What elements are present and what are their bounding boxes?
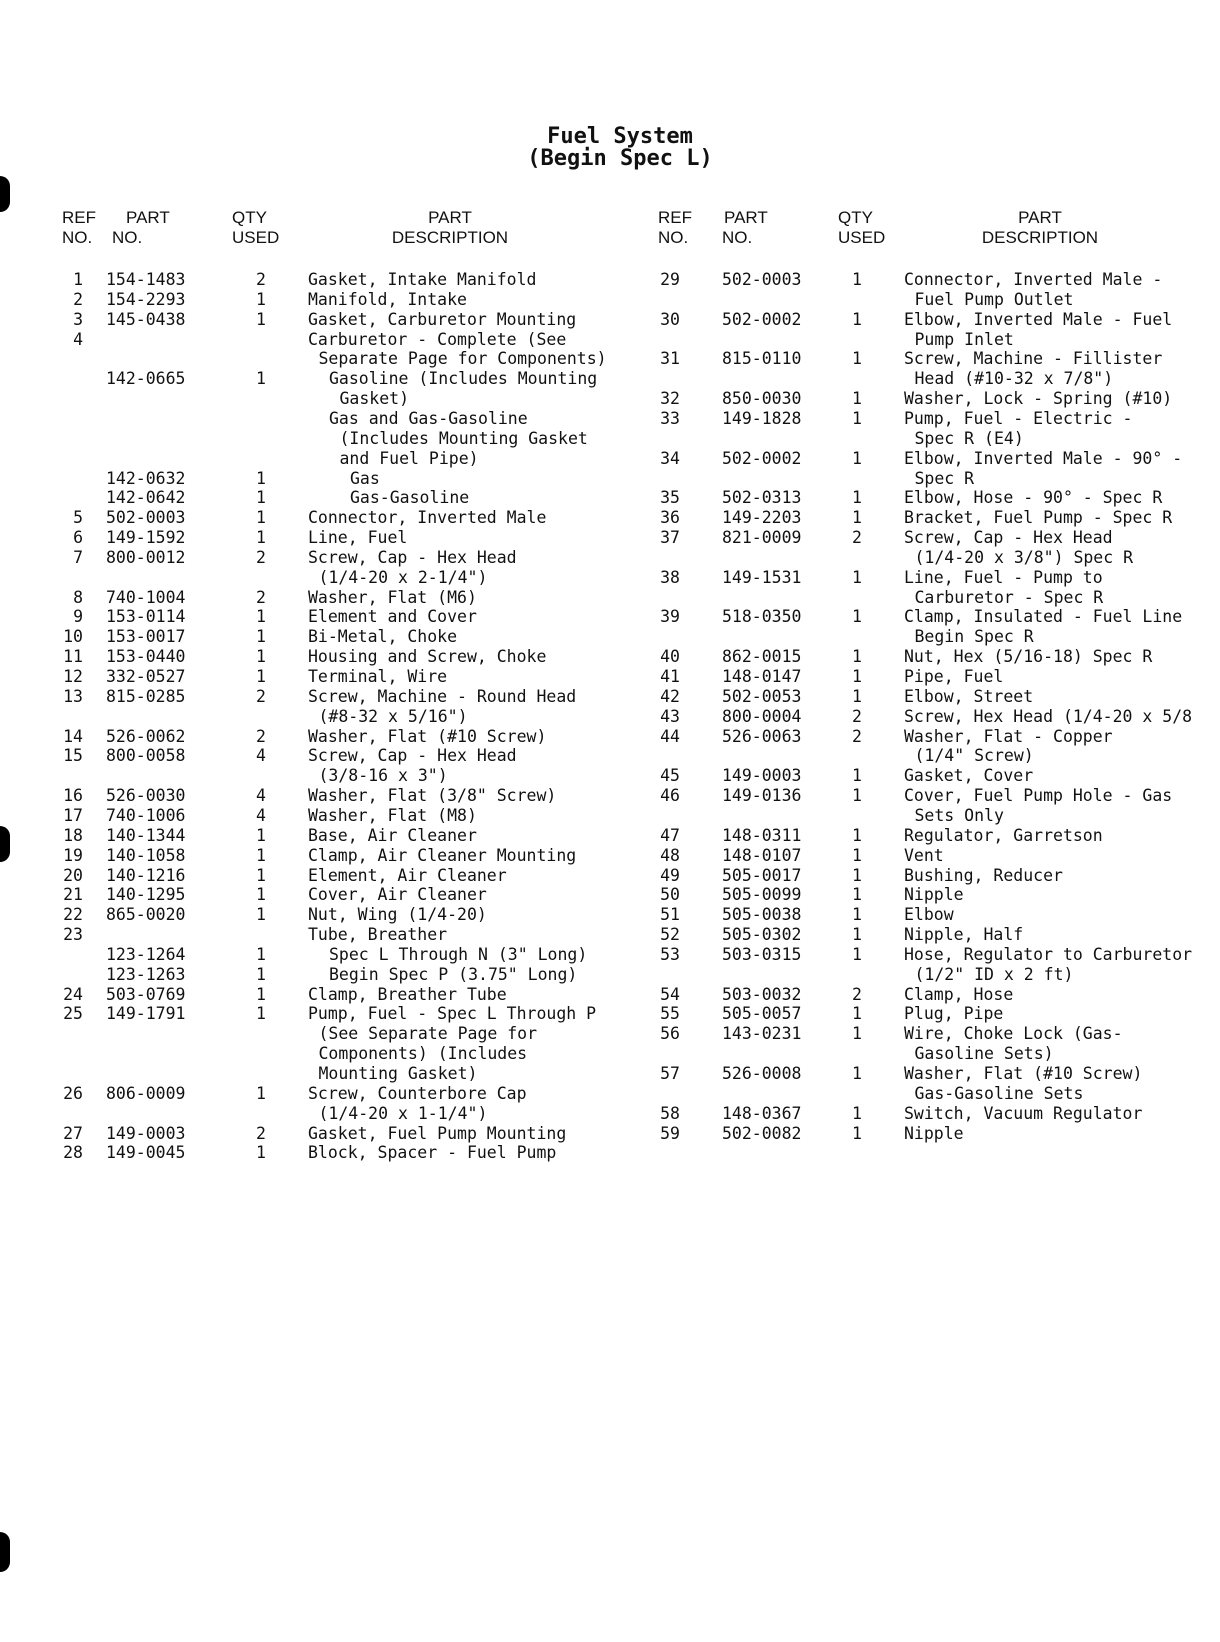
qty-cell: 2 — [852, 726, 862, 746]
qty-cell: 4 — [256, 805, 266, 825]
ref-cell: 28 — [63, 1143, 83, 1163]
ref-cell: 58 — [660, 1103, 680, 1123]
qty-cell: 1 — [852, 786, 862, 806]
part-number-cell: 505-0057 — [722, 1004, 802, 1024]
ref-cell: 53 — [660, 944, 680, 964]
description-cell: Manifold, Intake — [308, 289, 467, 309]
description-cell: Pump, Fuel - Spec L Through P — [308, 1004, 597, 1024]
title-line-2: (Begin Spec L) — [527, 146, 713, 171]
description-cell: Cover, Air Cleaner — [308, 885, 487, 905]
part-number-cell: 140-1295 — [106, 885, 186, 905]
description-cell: Vent — [904, 845, 944, 865]
ref-cell: 4 — [73, 329, 83, 349]
ref-cell: 25 — [63, 1004, 83, 1024]
description-cell: Nipple, Half — [904, 925, 1024, 945]
description-cell: Gas-Gasoline Sets — [914, 1083, 1084, 1103]
part-number-cell: 149-0003 — [106, 1123, 186, 1143]
part-number-cell: 142-0642 — [106, 488, 186, 508]
part-number-cell: 740-1006 — [106, 805, 186, 825]
part-number-cell: 142-0632 — [106, 468, 186, 488]
ref-cell: 24 — [63, 984, 83, 1004]
header-part-left: PART NO. — [112, 208, 170, 247]
description-cell: Sets Only — [914, 805, 1004, 825]
description-cell: Elbow, Inverted Male - Fuel — [904, 309, 1173, 329]
qty-cell: 1 — [256, 647, 266, 667]
description-cell: Gasoline Sets) — [914, 1044, 1054, 1064]
part-number-cell: 505-0017 — [722, 865, 802, 885]
description-cell: Screw, Hex Head (1/4-20 x 5/8 — [904, 706, 1193, 726]
part-number-cell: 154-1483 — [106, 270, 186, 289]
ref-cell: 20 — [63, 865, 83, 885]
description-cell: Nipple — [904, 885, 964, 905]
ref-cell: 50 — [660, 885, 680, 905]
qty-cell: 1 — [256, 1083, 266, 1103]
description-cell: Regulator, Garretson — [904, 825, 1103, 845]
part-number-cell: 806-0009 — [106, 1083, 186, 1103]
qty-cell: 1 — [256, 607, 266, 627]
part-number-cell: 502-0053 — [722, 686, 802, 706]
part-number-cell: 149-1592 — [106, 528, 186, 548]
description-cell: Line, Fuel — [308, 528, 408, 548]
qty-cell: 1 — [256, 944, 266, 964]
part-number-cell: 502-0002 — [722, 448, 802, 468]
header-ref-right: REF NO. — [658, 208, 692, 247]
qty-cell: 1 — [852, 865, 862, 885]
ref-cell: 35 — [660, 488, 680, 508]
description-cell: Screw, Cap - Hex Head — [308, 547, 517, 567]
part-number-cell: 143-0231 — [722, 1024, 802, 1044]
header-qty-left: QTY USED — [232, 208, 280, 247]
qty-cell: 1 — [852, 1103, 862, 1123]
margin-mark-top — [0, 176, 10, 212]
ref-cell: 23 — [63, 925, 83, 945]
description-cell: Connector, Inverted Male - — [904, 270, 1163, 289]
qty-cell: 1 — [852, 825, 862, 845]
part-number-cell: 865-0020 — [106, 905, 186, 925]
qty-cell: 1 — [852, 270, 862, 289]
description-cell: Begin Spec P (3.75" Long) — [329, 964, 578, 984]
description-cell: (1/4-20 x 3/8") Spec R — [914, 547, 1134, 567]
part-number-cell: 800-0012 — [106, 547, 186, 567]
part-number-cell: 140-1344 — [106, 825, 186, 845]
description-cell: Washer, Flat (#10 Screw) — [904, 1064, 1143, 1083]
header-ref-left: REF NO. — [62, 208, 96, 247]
ref-cell: 32 — [660, 389, 680, 409]
part-number-cell: 740-1004 — [106, 587, 186, 607]
part-number-cell: 140-1216 — [106, 865, 186, 885]
qty-cell: 1 — [852, 488, 862, 508]
part-number-cell: 502-0313 — [722, 488, 802, 508]
ref-cell: 2 — [73, 289, 83, 309]
qty-cell: 1 — [256, 885, 266, 905]
ref-cell: 47 — [660, 825, 680, 845]
part-number-cell: 149-1791 — [106, 1004, 186, 1024]
description-cell: Bushing, Reducer — [904, 865, 1063, 885]
description-cell: Line, Fuel - Pump to — [904, 567, 1103, 587]
description-cell: Mounting Gasket) — [318, 1064, 478, 1083]
ref-cell: 31 — [660, 349, 680, 369]
description-cell: Housing and Screw, Choke — [308, 647, 547, 667]
part-number-cell: 148-0147 — [722, 667, 802, 686]
ref-cell: 17 — [63, 805, 83, 825]
part-number-cell: 505-0099 — [722, 885, 802, 905]
ref-cell: 43 — [660, 706, 680, 726]
qty-cell: 1 — [852, 686, 862, 706]
part-number-cell: 332-0527 — [106, 667, 186, 686]
ref-cell: 5 — [73, 508, 83, 528]
part-number-cell: 149-1828 — [722, 408, 802, 428]
part-number-cell: 502-0003 — [722, 270, 802, 289]
qty-cell: 4 — [256, 746, 266, 766]
qty-cell: 1 — [852, 925, 862, 945]
description-cell: Screw, Machine - Fillister — [904, 349, 1163, 369]
margin-mark-middle — [0, 826, 10, 862]
part-number-cell: 148-0107 — [722, 845, 802, 865]
part-number-cell: 526-0030 — [106, 786, 186, 806]
qty-cell: 1 — [852, 667, 862, 686]
ref-cell: 56 — [660, 1024, 680, 1044]
description-cell: Block, Spacer - Fuel Pump — [308, 1143, 557, 1163]
qty-cell: 1 — [852, 944, 862, 964]
ref-cell: 15 — [63, 746, 83, 766]
part-number-cell: 149-0136 — [722, 786, 802, 806]
description-cell: Spec R — [914, 468, 975, 488]
header-desc-right: PART DESCRIPTION — [981, 208, 1099, 247]
part-number-cell: 518-0350 — [722, 607, 802, 627]
description-cell: Head (#10-32 x 7/8") — [914, 369, 1114, 389]
part-number-cell: 153-0017 — [106, 627, 186, 647]
description-cell: (Includes Mounting Gasket — [339, 428, 588, 448]
qty-cell: 1 — [852, 647, 862, 667]
qty-cell: 1 — [852, 1004, 862, 1024]
part-number-cell: 502-0003 — [106, 508, 186, 528]
description-cell: Carburetor - Spec R — [914, 587, 1104, 607]
description-cell: Washer, Flat (#10 Screw) — [308, 726, 547, 746]
description-cell: Clamp, Insulated - Fuel Line — [904, 607, 1183, 627]
description-cell: Nut, Wing (1/4-20) — [308, 905, 487, 925]
part-number-cell: 123-1263 — [106, 964, 186, 984]
description-cell: Separate Page for Components) — [318, 349, 607, 369]
description-cell: (1/4" Screw) — [914, 746, 1034, 766]
description-cell: Gasket) — [339, 389, 410, 409]
part-number-cell: 526-0063 — [722, 726, 802, 746]
description-cell: (1/2" ID x 2 ft) — [914, 964, 1074, 984]
description-cell: Nut, Hex (5/16-18) Spec R — [904, 647, 1153, 667]
description-cell: Components) (Includes — [318, 1044, 528, 1064]
header-part-right: PART NO. — [722, 208, 768, 247]
description-cell: Plug, Pipe — [904, 1004, 1004, 1024]
ref-cell: 18 — [63, 825, 83, 845]
qty-cell: 1 — [256, 528, 266, 548]
ref-cell: 39 — [660, 607, 680, 627]
qty-cell: 1 — [852, 885, 862, 905]
description-cell: Spec R (E4) — [914, 428, 1024, 448]
description-cell: and Fuel Pipe) — [339, 448, 479, 468]
description-cell: Pipe, Fuel — [904, 667, 1004, 686]
margin-mark-bottom — [0, 1532, 10, 1572]
description-cell: Begin Spec R — [914, 627, 1034, 647]
ref-cell: 36 — [660, 508, 680, 528]
qty-cell: 1 — [256, 845, 266, 865]
description-cell: Elbow, Inverted Male - 90° - — [904, 448, 1183, 468]
qty-cell: 1 — [256, 627, 266, 647]
page-title — [0, 126, 1220, 170]
description-cell: Gasket, Fuel Pump Mounting — [308, 1123, 567, 1143]
part-number-cell: 153-0114 — [106, 607, 186, 627]
qty-cell: 1 — [852, 607, 862, 627]
description-cell: Connector, Inverted Male — [308, 508, 547, 528]
part-number-cell: 862-0015 — [722, 647, 802, 667]
qty-cell: 1 — [852, 309, 862, 329]
description-cell: Clamp, Breather Tube — [308, 984, 507, 1004]
ref-cell: 29 — [660, 270, 680, 289]
ref-cell: 22 — [63, 905, 83, 925]
ref-cell: 59 — [660, 1123, 680, 1143]
qty-cell: 1 — [256, 309, 266, 329]
qty-cell: 1 — [256, 984, 266, 1004]
header-qty-right: QTY USED — [838, 208, 886, 247]
qty-cell: 1 — [852, 448, 862, 468]
part-number-cell: 815-0285 — [106, 686, 186, 706]
part-number-cell: 821-0009 — [722, 528, 802, 548]
part-number-cell: 800-0058 — [106, 746, 186, 766]
description-cell: (#8-32 x 5/16") — [318, 706, 468, 726]
description-cell: (See Separate Page for — [318, 1024, 538, 1044]
qty-cell: 1 — [256, 468, 266, 488]
description-cell: Elbow — [904, 905, 954, 925]
description-cell: Screw, Machine - Round Head — [308, 686, 577, 706]
qty-cell: 2 — [256, 1123, 266, 1143]
qty-cell: 1 — [852, 389, 862, 409]
description-cell: Spec L Through N (3" Long) — [329, 944, 588, 964]
part-number-cell: 149-0003 — [722, 766, 802, 786]
header-desc-left: PART DESCRIPTION — [391, 208, 509, 247]
part-number-cell: 503-0315 — [722, 944, 802, 964]
part-number-cell: 800-0004 — [722, 706, 802, 726]
qty-cell: 1 — [852, 1123, 862, 1143]
ref-cell: 34 — [660, 448, 680, 468]
ref-cell: 48 — [660, 845, 680, 865]
qty-cell: 1 — [256, 865, 266, 885]
description-cell: Washer, Lock - Spring (#10) — [904, 389, 1173, 409]
qty-cell: 2 — [256, 547, 266, 567]
part-number-cell: 148-0311 — [722, 825, 802, 845]
part-number-cell: 526-0008 — [722, 1064, 802, 1083]
description-cell: Element, Air Cleaner — [308, 865, 507, 885]
part-number-cell: 815-0110 — [722, 349, 802, 369]
part-number-cell: 145-0438 — [106, 309, 186, 329]
qty-cell: 2 — [256, 587, 266, 607]
ref-cell: 6 — [73, 528, 83, 548]
description-cell: Cover, Fuel Pump Hole - Gas — [904, 786, 1173, 806]
qty-cell: 1 — [852, 1064, 862, 1083]
qty-cell: 1 — [852, 905, 862, 925]
qty-cell: 1 — [256, 964, 266, 984]
ref-cell: 27 — [63, 1123, 83, 1143]
qty-cell: 1 — [852, 508, 862, 528]
description-cell: Screw, Cap - Hex Head — [904, 528, 1113, 548]
description-cell: (1/4-20 x 2-1/4") — [318, 567, 488, 587]
description-cell: Base, Air Cleaner — [308, 825, 477, 845]
ref-cell: 10 — [63, 627, 83, 647]
ref-cell: 7 — [73, 547, 83, 567]
description-cell: (3/8-16 x 3") — [318, 766, 448, 786]
description-cell: Gasket, Cover — [904, 766, 1034, 786]
qty-cell: 1 — [852, 408, 862, 428]
part-number-cell: 149-1531 — [722, 567, 802, 587]
description-cell: Pump Inlet — [914, 329, 1014, 349]
part-number-cell: 505-0302 — [722, 925, 802, 945]
part-number-cell: 148-0367 — [722, 1103, 802, 1123]
ref-cell: 46 — [660, 786, 680, 806]
description-cell: Gasket, Carburetor Mounting — [308, 309, 577, 329]
description-cell: (1/4-20 x 1-1/4") — [318, 1103, 488, 1123]
description-cell: Screw, Counterbore Cap — [308, 1083, 527, 1103]
ref-cell: 44 — [660, 726, 680, 746]
qty-cell: 1 — [256, 289, 266, 309]
description-cell: Pump, Fuel - Electric - — [904, 408, 1133, 428]
part-number-cell: 149-0045 — [106, 1143, 186, 1163]
ref-cell: 33 — [660, 408, 680, 428]
description-cell: Clamp, Hose — [904, 984, 1014, 1004]
part-number-cell: 850-0030 — [722, 389, 802, 409]
qty-cell: 1 — [852, 349, 862, 369]
description-cell: Hose, Regulator to Carburetor — [904, 944, 1193, 964]
ref-cell: 8 — [73, 587, 83, 607]
qty-cell: 2 — [256, 686, 266, 706]
ref-cell: 49 — [660, 865, 680, 885]
ref-cell: 21 — [63, 885, 83, 905]
qty-cell: 1 — [256, 1004, 266, 1024]
qty-cell: 1 — [256, 905, 266, 925]
description-cell: Elbow, Hose - 90° - Spec R — [904, 488, 1163, 508]
ref-cell: 45 — [660, 766, 680, 786]
description-cell: Gas and Gas-Gasoline — [329, 408, 528, 428]
qty-cell: 1 — [852, 845, 862, 865]
ref-cell: 40 — [660, 647, 680, 667]
ref-cell: 11 — [63, 647, 83, 667]
qty-cell: 4 — [256, 786, 266, 806]
part-number-cell: 502-0082 — [722, 1123, 802, 1143]
description-cell: Tube, Breather — [308, 925, 448, 945]
qty-cell: 1 — [256, 1143, 266, 1163]
part-number-cell: 503-0032 — [722, 984, 802, 1004]
title-line-1: Fuel System — [547, 124, 693, 149]
description-cell: Screw, Cap - Hex Head — [308, 746, 517, 766]
ref-cell: 9 — [73, 607, 83, 627]
ref-cell: 42 — [660, 686, 680, 706]
ref-cell: 52 — [660, 925, 680, 945]
qty-cell: 1 — [256, 369, 266, 389]
qty-cell: 1 — [256, 508, 266, 528]
qty-cell: 1 — [256, 667, 266, 686]
ref-cell: 37 — [660, 528, 680, 548]
description-cell: Wire, Choke Lock (Gas- — [904, 1024, 1123, 1044]
ref-cell: 55 — [660, 1004, 680, 1024]
part-number-cell: 154-2293 — [106, 289, 186, 309]
qty-cell: 1 — [852, 766, 862, 786]
ref-cell: 30 — [660, 309, 680, 329]
qty-cell: 1 — [256, 825, 266, 845]
ref-cell: 54 — [660, 984, 680, 1004]
description-cell: Gas-Gasoline — [350, 488, 470, 508]
description-cell: Gasket, Intake Manifold — [308, 270, 537, 289]
description-cell: Element and Cover — [308, 607, 477, 627]
qty-cell: 2 — [852, 528, 862, 548]
part-number-cell: 505-0038 — [722, 905, 802, 925]
part-number-cell: 526-0062 — [106, 726, 186, 746]
qty-cell: 1 — [256, 488, 266, 508]
ref-cell: 3 — [73, 309, 83, 329]
description-cell: Washer, Flat (3/8" Screw) — [308, 786, 557, 806]
description-cell: Gas — [350, 468, 380, 488]
part-number-cell: 149-2203 — [722, 508, 802, 528]
description-cell: Switch, Vacuum Regulator — [904, 1103, 1143, 1123]
ref-cell: 12 — [63, 667, 83, 686]
description-cell: Bracket, Fuel Pump - Spec R — [904, 508, 1173, 528]
ref-cell: 16 — [63, 786, 83, 806]
qty-cell: 1 — [852, 567, 862, 587]
part-number-cell: 503-0769 — [106, 984, 186, 1004]
description-cell: Carburetor - Complete (See — [308, 329, 567, 349]
ref-cell: 51 — [660, 905, 680, 925]
part-number-cell: 123-1264 — [106, 944, 186, 964]
description-cell: Washer, Flat (M8) — [308, 805, 477, 825]
description-cell: Gasoline (Includes Mounting — [329, 369, 598, 389]
ref-cell: 26 — [63, 1083, 83, 1103]
ref-cell: 41 — [660, 667, 680, 686]
ref-cell: 14 — [63, 726, 83, 746]
qty-cell: 2 — [852, 706, 862, 726]
qty-cell: 2 — [852, 984, 862, 1004]
part-number-cell: 153-0440 — [106, 647, 186, 667]
qty-cell: 2 — [256, 726, 266, 746]
ref-cell: 1 — [73, 270, 83, 289]
part-number-cell: 140-1058 — [106, 845, 186, 865]
part-number-cell: 142-0665 — [106, 369, 186, 389]
description-cell: Fuel Pump Outlet — [914, 289, 1074, 309]
description-cell: Washer, Flat - Copper — [904, 726, 1113, 746]
part-number-cell: 502-0002 — [722, 309, 802, 329]
description-cell: Washer, Flat (M6) — [308, 587, 477, 607]
ref-cell: 57 — [660, 1064, 680, 1083]
description-cell: Terminal, Wire — [308, 667, 448, 686]
ref-cell: 38 — [660, 567, 680, 587]
ref-cell: 19 — [63, 845, 83, 865]
description-cell: Bi-Metal, Choke — [308, 627, 458, 647]
description-cell: Clamp, Air Cleaner Mounting — [308, 845, 577, 865]
description-cell: Nipple — [904, 1123, 964, 1143]
qty-cell: 2 — [256, 270, 266, 289]
description-cell: Elbow, Street — [904, 686, 1034, 706]
qty-cell: 1 — [852, 1024, 862, 1044]
ref-cell: 13 — [63, 686, 83, 706]
